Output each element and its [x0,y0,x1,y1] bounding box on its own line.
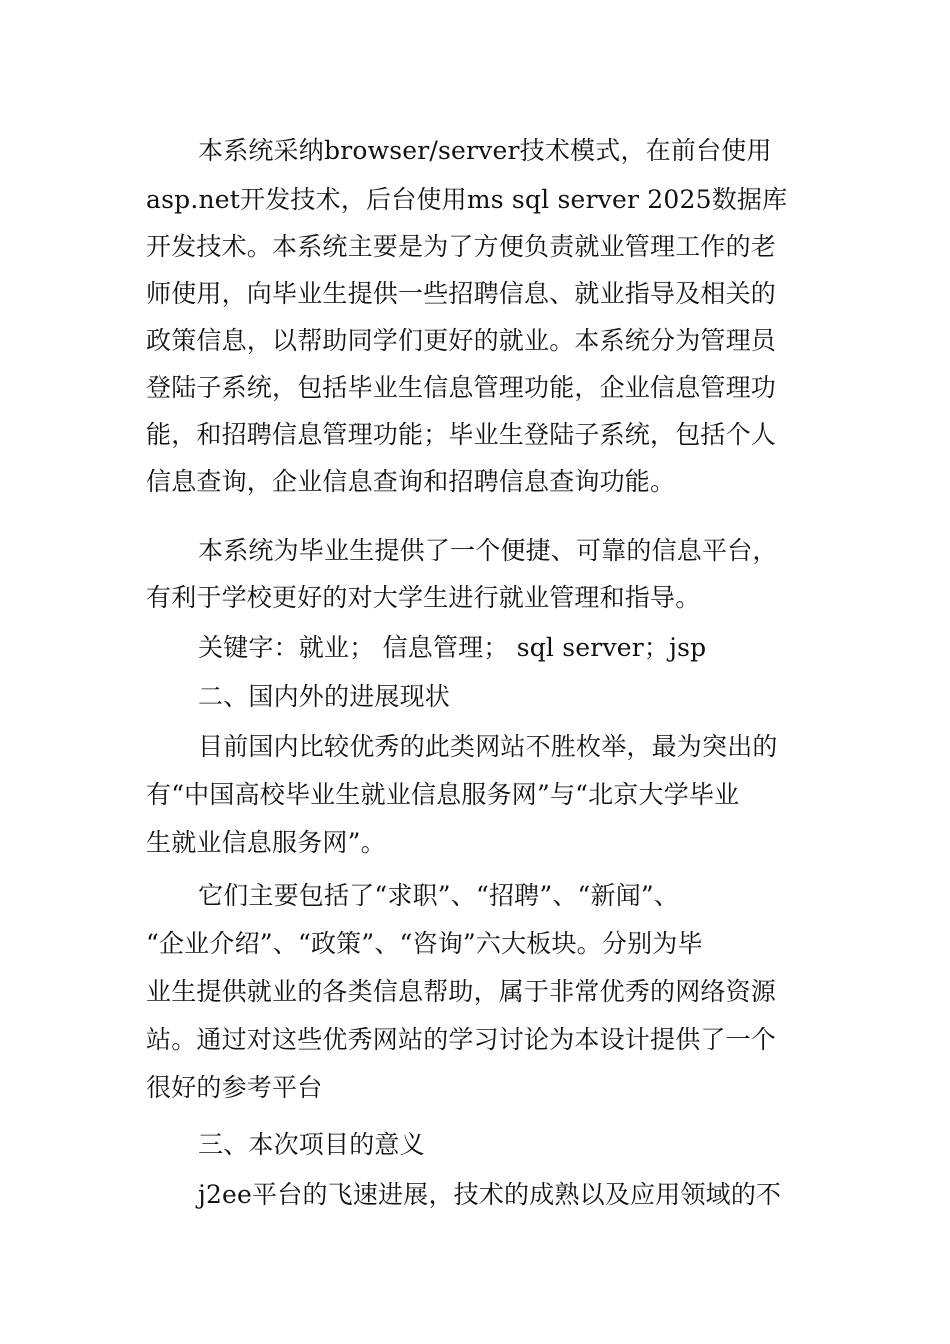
paragraph-line: 生就业信息服务网”。 [146,828,386,857]
paragraph-line: 开发技术。本系统主要是为了方便负责就业管理工作的老 [146,232,777,261]
section-heading: 二、国内外的进展现状 [198,682,451,711]
paragraph-line: 有“中国高校毕业生就业信息服务网”与“北京大学毕业 [146,780,740,809]
paragraph-line: 本系统采纳browser/server技术模式，在前台使用 [198,136,772,165]
paragraph-line: 有利于学校更好的对大学生进行就业管理和指导。 [146,583,701,612]
paragraph-line: 信息查询，企业信息查询和招聘信息查询功能。 [146,467,676,496]
section-heading: 三、本次项目的意义 [198,1130,425,1159]
paragraph-line: 目前国内比较优秀的此类网站不胜枚举，最为突出的 [198,732,778,761]
paragraph-line: 师使用，向毕业生提供一些招聘信息、就业指导及相关的 [146,279,777,308]
paragraph-line: 政策信息，以帮助同学们更好的就业。本系统分为管理员 [146,326,777,355]
paragraph-line: 登陆子系统，包括毕业生信息管理功能，企业信息管理功 [146,373,777,402]
paragraph-line: 业生提供就业的各类信息帮助，属于非常优秀的网络资源 [146,977,777,1006]
paragraph-line: 能，和招聘信息管理功能；毕业生登陆子系统，包括个人 [146,420,777,449]
paragraph-line: 站。通过对这些优秀网站的学习讨论为本设计提供了一个 [146,1025,777,1054]
keywords-line: 关键字：就业； 信息管理； sql server；jsp [198,633,707,662]
paragraph-line: asp.net开发技术，后台使用ms sql server 2025数据库 [146,185,788,214]
paragraph-line: 很好的参考平台 [146,1073,323,1102]
paragraph-line: j2ee平台的飞速进展，技术的成熟以及应用领域的不 [198,1180,782,1209]
paragraph-line: 本系统为毕业生提供了一个便捷、可靠的信息平台， [198,536,778,565]
paragraph-line: “企业介绍”、“政策”、“咨询”六大板块。分别为毕 [146,929,703,958]
paragraph-line: 它们主要包括了“求职”、“招聘”、“新闻”、 [198,881,680,910]
